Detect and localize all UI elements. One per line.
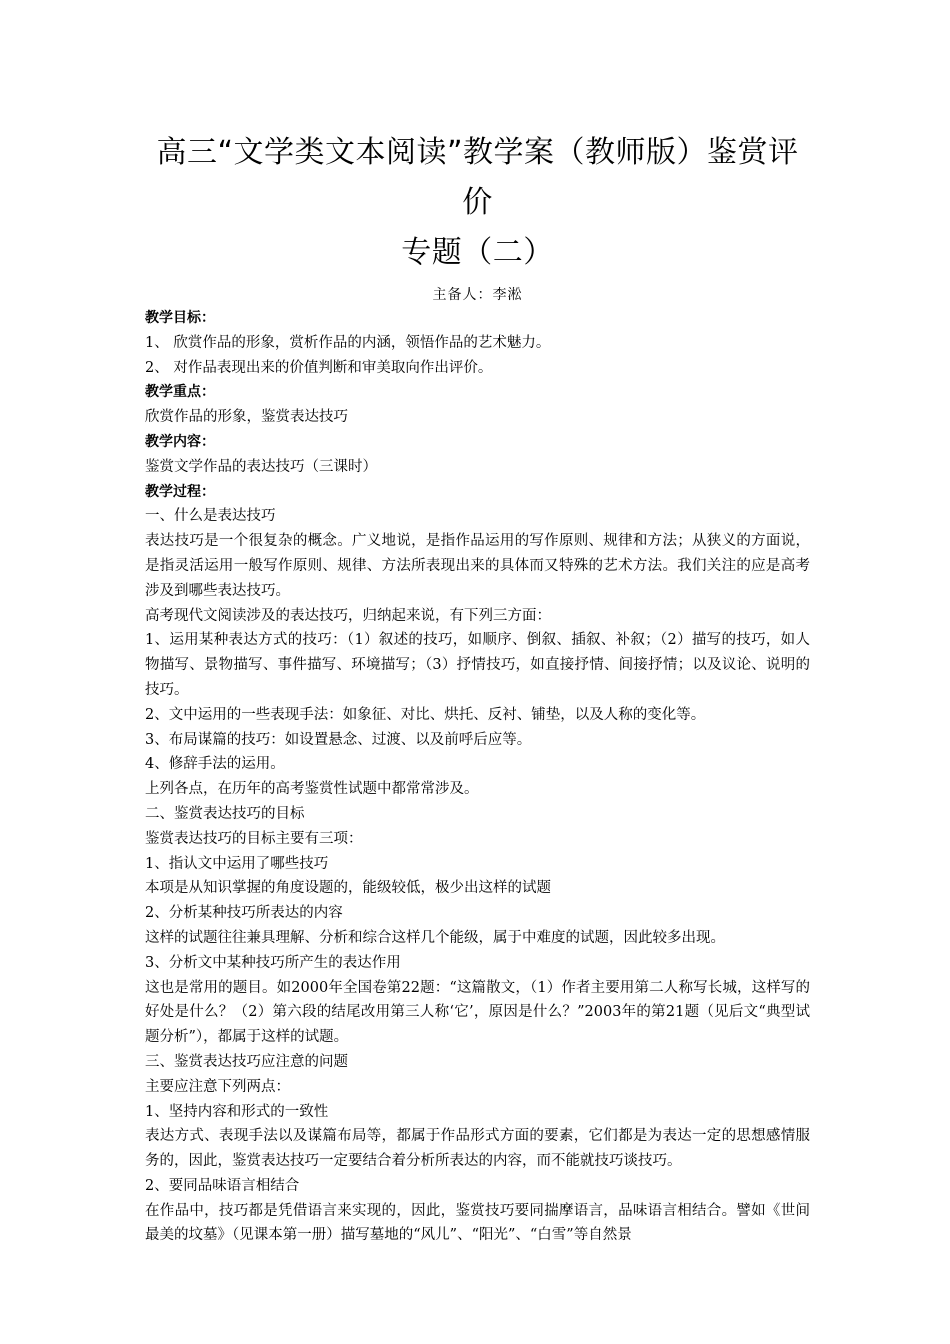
paragraph: 这样的试题往往兼具理解、分析和综合这样几个能级，属于中难度的试题，因此较多出现。 [145, 929, 725, 946]
paragraph: 4、修辞手法的运用。 [145, 756, 285, 773]
paragraph: 二、鉴赏表达技巧的目标 [145, 805, 305, 822]
title-line-2: 专题（二） [401, 235, 554, 270]
paragraph: 2、分析某种技巧所表达的内容 [145, 905, 343, 922]
paragraph: 1、坚持内容和形式的一致性 [145, 1103, 329, 1120]
paragraph: 3、布局谋篇的技巧：如设置悬念、过渡、以及前呼后应等。 [145, 731, 532, 748]
paragraph: 鉴赏表达技巧的目标主要有三项： [145, 830, 363, 847]
paragraph: 1、运用某种表达方式的技巧：（1）叙述的技巧，如顺序、倒叙、插叙、补叙；（2）描写的技巧，如人物描写、景物描写、事件描写、环境描写；（3）抒情技巧，如直接抒情、间接抒情；以及议论、说明的技巧。 [145, 632, 810, 698]
paragraph: 主要应注意下列两点： [145, 1078, 290, 1095]
paragraph: 一、什么是表达技巧 [145, 508, 276, 525]
paragraph: 2、要同品味语言相结合 [145, 1177, 300, 1194]
paragraph: 鉴赏文学作品的表达技巧（三课时） [145, 458, 377, 475]
section-heading: 教学目标： [145, 310, 215, 326]
paragraph: 表达方式、表现手法以及谋篇布局等，都属于作品形式方面的要素，它们都是为表达一定的思想感情服务的，因此，鉴赏表达技巧一定要结合着分析所表达的内容，而不能就技巧谈技巧。 [145, 1128, 810, 1170]
section-heading: 教学过程： [145, 483, 215, 500]
section-heading: 教学重点： [145, 384, 215, 401]
section-heading: 教学内容： [145, 433, 215, 450]
document-page [145, 128, 810, 1248]
document-title [145, 128, 810, 278]
author-line: 主备人：李淞 [432, 287, 523, 303]
paragraph: 2、 对作品表现出来的价值判断和审美取向作出评价。 [145, 359, 493, 376]
paragraph: 1、 欣赏作品的形象，赏析作品的内涵，领悟作品的艺术魅力。 [145, 334, 551, 351]
paragraph: 2、文中运用的一些表现手法：如象征、对比、烘托、反衬、铺垫，以及人称的变化等。 [145, 706, 706, 723]
paragraph: 高考现代文阅读涉及的表达技巧，归纳起来说，有下列三方面： [145, 607, 551, 624]
title-line-1: 高三“文学类文本阅读”教学案（教师版）鉴赏评价 [156, 135, 799, 220]
paragraph: 在作品中，技巧都是凭借语言来实现的，因此，鉴赏技巧要同揣摩语言，品味语言相结合。譬如《世间最美的坟墓》（见课本第一册）描写墓地的“风儿”、“阳光”、“白雪”等自然景 [145, 1202, 810, 1244]
paragraph: 这也是常用的题目。如2000年全国卷第22题：“这篇散文，（1）作者主要用第二人称写长城，这样写的好处是什么？（2）第六段的结尾改用第三人称‘它’，原因是什么？”2003年的第21题（见后文“典型试题分析”），都属于这样的试题。 [145, 979, 810, 1046]
paragraph: 欣赏作品的形象，鉴赏表达技巧 [145, 409, 348, 426]
paragraph: 表达技巧是一个很复杂的概念。广义地说，是指作品运用的写作原则、规律和方法；从狭义的方面说，是指灵活运用一般写作原则、规律、方法所表现出来的具体而又特殊的艺术方法。我们关注的应是高考涉及到哪些表达技巧。 [145, 533, 810, 599]
paragraph: 1、指认文中运用了哪些技巧 [145, 855, 329, 872]
document-body [145, 306, 810, 1248]
paragraph: 上列各点，在历年的高考鉴赏性试题中都常常涉及。 [145, 781, 479, 798]
paragraph: 本项是从知识掌握的角度设题的，能级较低，极少出这样的试题 [145, 880, 551, 897]
paragraph: 三、鉴赏表达技巧应注意的问题 [145, 1053, 348, 1070]
paragraph: 3、分析文中某种技巧所产生的表达作用 [145, 954, 401, 971]
